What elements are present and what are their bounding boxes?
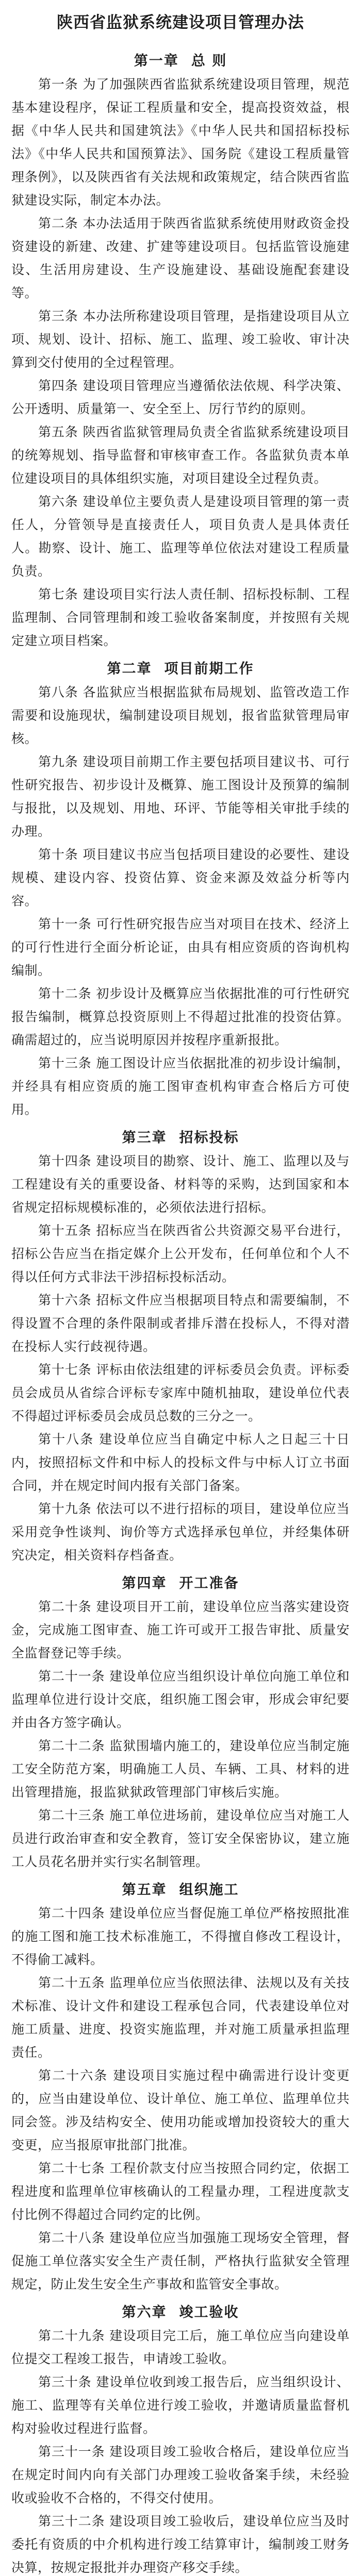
article-paragraph: 第十五条 招标应当在陕西省公共资源交易平台进行，招标公告应当在指定媒介上公开发布，任何单位和个人不得以任何方式非法干涉招标投标活动。 — [11, 1223, 350, 1284]
article-paragraph: 第十一条 可行性研究报告应当对项目在技术、经济上的可行性进行全面分析论证，由具有相应资质的咨询机构编制。 — [11, 917, 350, 978]
chapter-heading — [0, 2301, 361, 2321]
article-paragraph: 第三十二条 建设项目竣工验收后，建设单位应当及时委托有资质的中介机构进行竣工结算审计，编制竣工财务决算，按规定报批并办理资产移交手续。 — [11, 2514, 350, 2575]
chapter-heading — [0, 49, 361, 70]
article-paragraph: 第十二条 初步设计及概算应当依据批准的可行性研究报告编制，概算总投资原则上不得超过批准的投资估算。确需超过的，应当说明原因并按程序重新报批。 — [11, 986, 350, 1047]
article-paragraph: 第二十四条 建设单位应当督促施工单位严格按照批准的施工图和施工技术标准施工，不得擅自修改工程设计，不得偷工减料。 — [11, 1906, 350, 1967]
article-paragraph: 第七条 建设项目实行法人责任制、招标投标制、工程监理制、合同管理制和竣工验收备案制度，并按照有关规定建立项目档案。 — [11, 587, 350, 648]
article-paragraph: 第六条 建设单位主要负责人是建设项目管理的第一责任人，分管领导是直接责任人，项目负责人是具体责任人。勘察、设计、施工、监理等单位依法对建设工程质量负责。 — [11, 494, 350, 579]
article-paragraph: 第五条 陕西省监狱管理局负责全省监狱系统建设项目的统筹规划、指导监督和审核审查工作。各监狱负责本单位建设项目的具体组织实施，对项目建设全过程负责。 — [11, 425, 350, 486]
article-paragraph: 第二十七条 工程价款支付应当按照合同约定，依据工程进度和监理单位审核确认的工程量办理，工程进度款支付比例不得超过合同约定的比例。 — [11, 2161, 350, 2222]
article-paragraph: 第三条 本办法所称建设项目管理，是指建设项目从立项、规划、设计、招标、施工、监理、竣工验收、审计决算到交付使用的全过程管理。 — [11, 309, 350, 370]
chapter-name: 招标投标 — [179, 1130, 239, 1146]
chapter-name: 竣工验收 — [179, 2304, 239, 2320]
chapter-name: 组织施工 — [179, 1882, 239, 1898]
article-paragraph: 第十三条 施工图设计应当依据批准的初步设计编制，并经具有相应资质的施工图审查机构审查合格后方可使用。 — [11, 1056, 350, 1117]
article-paragraph: 第二十六条 建设项目实施过程中确需进行设计变更的，应当由建设单位、设计单位、施工单位、监理单位共同会签。涉及结构安全、使用功能或增加投资较大的重大变更，应当报原审批部门批准。 — [11, 2068, 350, 2153]
chapter-number: 第五章 — [122, 1882, 167, 1898]
article-paragraph: 第十九条 依法可以不进行招标的项目，建设单位应当采用竞争性谈判、询价等方式选择承包单位，并经集体研究决定，相关资料存档备查。 — [11, 1501, 350, 1563]
article-paragraph: 第十七条 评标由依法组建的评标委员会负责。评标委员会成员从省综合评标专家库中随机抽取，建设单位代表不得超过评标委员会成员总数的三分之一。 — [11, 1362, 350, 1423]
article-paragraph: 第三十条 建设单位收到竣工报告后，应当组织设计、施工、监理等有关单位进行竣工验收，并邀请质量监督机构对验收过程进行监督。 — [11, 2375, 350, 2436]
article-paragraph: 第十八条 建设单位应当自确定中标人之日起三十日内，按照招标文件和中标人的投标文件与中标人订立书面合同，并在规定时间内报有关部门备案。 — [11, 1432, 350, 1493]
article-paragraph: 第二十三条 施工单位进场前，建设单位应当对施工人员进行政治审查和安全教育，签订安全保密协议，建立施工人员花名册并实行实名制管理。 — [11, 1808, 350, 1869]
article-paragraph: 第十条 项目建议书应当包括项目建设的必要性、建设规模、建设内容、投资估算、资金来源及效益分析等内容。 — [11, 847, 350, 908]
chapter-heading — [0, 1572, 361, 1592]
chapter-number: 第三章 — [122, 1130, 167, 1146]
chapter-name: 项目前期工作 — [164, 661, 254, 677]
chapter-name: 开工准备 — [179, 1575, 239, 1591]
article-paragraph: 第二十一条 建设单位应当组织设计单位向施工单位和监理单位进行设计交底，组织施工图会审，形成会审纪要并由各方签字确认。 — [11, 1669, 350, 1730]
chapter-number: 第六章 — [122, 2304, 167, 2320]
article-paragraph: 第十六条 招标文件应当根据项目特点和需要编制，不得设置不合理的条件限制或者排斥潜在投标人，不得对潜在投标人实行歧视待遇。 — [11, 1293, 350, 1354]
article-paragraph: 第四条 建设项目管理应当遵循依法依规、科学决策、公开透明、质量第一、安全至上、厉行节约的原则。 — [11, 378, 350, 416]
article-paragraph: 第九条 建设项目前期工作主要包括项目建议书、可行性研究报告、初步设计及概算、施工图设计及预算的编制与报批，以及规划、用地、环评、节能等相关审批手续的办理。 — [11, 754, 350, 839]
article-paragraph: 第二十九条 建设项目完工后，施工单位应当向建设单位提交工程竣工报告，申请竣工验收。 — [11, 2328, 350, 2366]
chapter-heading — [0, 1878, 361, 1899]
article-paragraph: 第三十一条 建设项目竣工验收合格后，建设单位应当在规定时间内向有关部门办理竣工验收备案手续，未经验收或验收不合格的，不得交付使用。 — [11, 2444, 350, 2505]
chapter-number: 第一章 — [134, 53, 179, 69]
article-paragraph: 第二十条 建设项目开工前，建设单位应当落实建设资金，完成施工图审查、施工许可或开工报告审批、质量安全监督登记等手续。 — [11, 1599, 350, 1660]
article-paragraph: 第八条 各监狱应当根据监狱布局规划、监管改造工作需要和设施现状，编制建设项目规划，报省监狱管理局审核。 — [11, 685, 350, 746]
article-paragraph: 第二条 本办法适用于陕西省监狱系统使用财政资金投资建设的新建、改建、扩建等建设项目。包括监管设施建设、生活用房建设、生产设施建设、基础设施配套建设等。 — [11, 216, 350, 300]
chapter-heading — [0, 657, 361, 677]
chapter-number: 第二章 — [107, 661, 152, 677]
article-paragraph: 第一条 为了加强陕西省监狱系统建设项目管理，规范基本建设程序，保证工程质量和安全，提高投资效益，根据《中华人民共和国建筑法》《中华人民共和国招标投标法》《中华人民共和国预算法》、国务院《建设工程质量管理条例》，以及陕西省有关法规和政策规定，结合陕西省监狱建设实际，制定本办法。 — [11, 77, 350, 208]
chapter-name: 总 则 — [191, 53, 227, 69]
chapter-heading — [0, 1126, 361, 1146]
chapter-number: 第四章 — [122, 1575, 167, 1591]
document-title: 陕西省监狱系统建设项目管理办法 — [57, 13, 304, 32]
article-paragraph: 第二十五条 监理单位应当依照法律、法规以及有关技术标准、设计文件和建设工程承包合同，代表建设单位对施工质量、进度、投资实施监理，并对施工质量承担监理责任。 — [11, 1975, 350, 2060]
article-paragraph: 第二十二条 监狱围墙内施工的，建设单位应当制定施工安全防范方案，明确施工人员、车辆、工具、材料的进出管理措施，报监狱狱政管理部门审核后实施。 — [11, 1738, 350, 1800]
article-paragraph: 第十四条 建设项目的勘察、设计、施工、监理以及与工程建设有关的重要设备、材料等的采购，达到国家和本省规定招标规模标准的，必须依法进行招标。 — [11, 1154, 350, 1215]
article-paragraph: 第二十八条 建设单位应当加强施工现场安全管理，督促施工单位落实安全生产责任制，严格执行监狱安全管理规定，防止发生安全生产事故和监管安全事故。 — [11, 2230, 350, 2292]
